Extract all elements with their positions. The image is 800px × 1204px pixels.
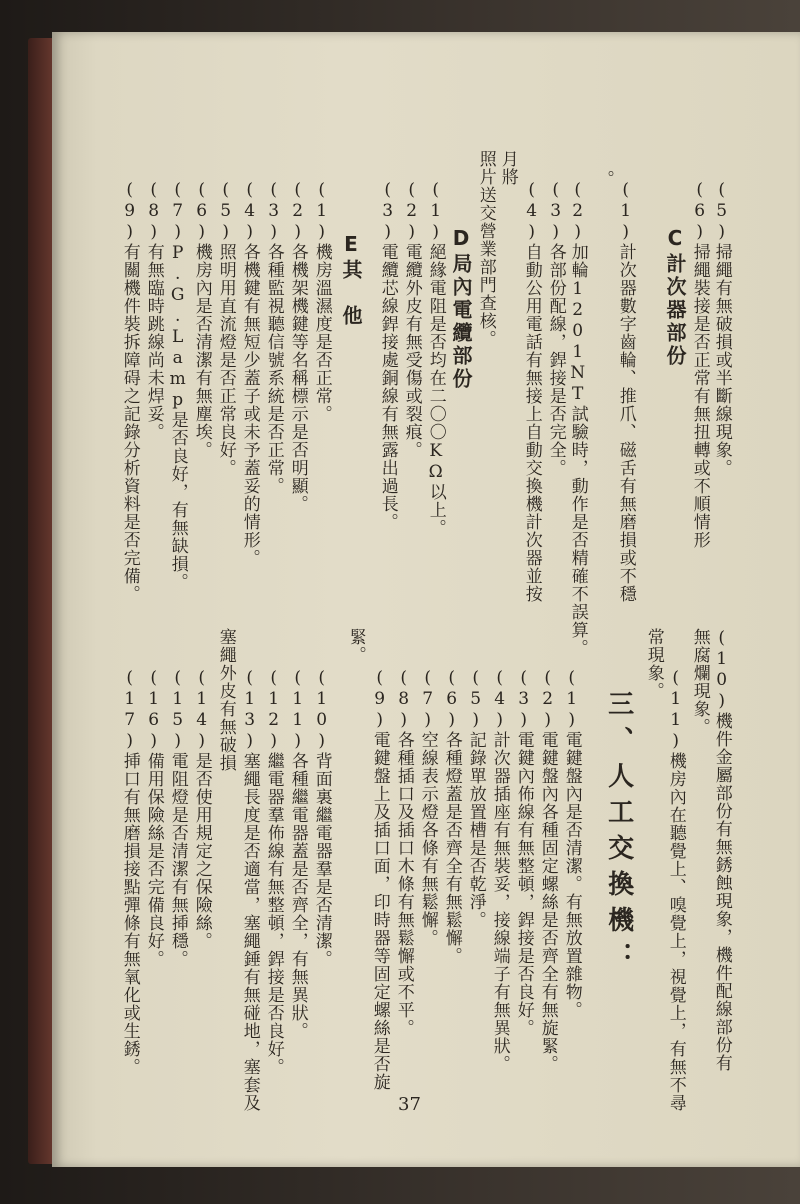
text-line: (5)掃繩有無破損或半斷線現象。 bbox=[711, 180, 732, 477]
text-line: (6)掃繩裝接是否正常有無扭轉或不順情形 bbox=[689, 180, 710, 549]
text-line: (14)是否使用規定之保險絲。 bbox=[191, 668, 212, 950]
text-line: 塞繩外皮有無破損 bbox=[215, 628, 236, 772]
text-line: (2)各機架機鍵等名稱標示是否明顯。 bbox=[287, 180, 308, 513]
text-line: (17)挿口有無磨損接點彈條有無氧化或生銹。 bbox=[119, 668, 140, 1076]
text-line: (3)各部份配線，銲接是否完全。 bbox=[545, 180, 566, 477]
text-line: (6)機房內是否清潔有無塵埃。 bbox=[191, 180, 212, 459]
text-line: (16)備用保險絲是否完備良好。 bbox=[143, 668, 164, 968]
text-line: (11)機房內在聽覺上、嗅覺上，視覺上，有無不尋 bbox=[665, 668, 686, 1112]
section-heading: C計次器部份 bbox=[663, 226, 687, 368]
text-line: (1)電鍵盤內是否清潔。有無放置雜物。 bbox=[561, 668, 582, 1019]
text-line: (11)各種繼電器蓋是否齊全，有無異狀。 bbox=[287, 668, 308, 1040]
text-line: (5)照明用直流燈是否正常良好。 bbox=[215, 180, 236, 477]
text-line: (7)空線表示燈各條有無鬆懈。 bbox=[417, 668, 438, 947]
text-line: 照片送交營業部門查核。 bbox=[475, 150, 496, 348]
text-line: (15)電阻燈是否清潔有無揷穩。 bbox=[167, 668, 188, 968]
text-line: (3)電鍵內佈線有無整頓，銲接是否良好。 bbox=[513, 668, 534, 1037]
text-line: (8)各種插口及插口木條有無鬆懈或不平。 bbox=[393, 668, 414, 1037]
text-line: (10)背面裏繼電器羣是否清潔。 bbox=[311, 668, 332, 968]
text-line: (9)電鍵盤上及插口面，印時器等固定螺絲是否旋 bbox=[369, 668, 390, 1091]
text-line: (1)計次器數字齒輪、推爪、磁舌有無磨損或不穩 bbox=[615, 180, 636, 603]
text-line: (5)記錄單放置槽是否乾淨。 bbox=[465, 668, 486, 929]
text-line: 月將 bbox=[497, 150, 518, 186]
page-number: 37 bbox=[398, 1094, 421, 1115]
text-line: (10)機件金屬部份有無銹蝕現象，機件配線部份有 bbox=[711, 628, 732, 1072]
text-line: (2)電纜外皮有無受傷或裂痕。 bbox=[401, 180, 422, 459]
text-line: (4)計次器插座有無裝妥，接線端子有無異狀。 bbox=[489, 668, 510, 1073]
text-line: 無腐爛現象。 bbox=[689, 628, 710, 736]
section-heading: E其 他 bbox=[339, 232, 363, 328]
text-line: (2)加輪1201NT試驗時，動作是否精確不誤算。 bbox=[567, 180, 588, 657]
text-line: (2)電鍵盤內各種固定螺絲是否齊全有無旋緊。 bbox=[537, 668, 558, 1073]
text-line: (6)各種燈蓋是否齊全有無鬆懈。 bbox=[441, 668, 462, 965]
text-line: 常現象。 bbox=[643, 628, 664, 700]
section-heading: 三、人工交換機： bbox=[603, 690, 634, 978]
text-line: 緊。 bbox=[345, 628, 366, 664]
text-line: (3)各種監視聽信號系統是否正常。 bbox=[263, 180, 284, 495]
text-line: (4)各機鍵有無短少蓋子或未予蓋妥的情形。 bbox=[239, 180, 260, 567]
text-line: (8)有無臨時跳線尚未焊妥。 bbox=[143, 180, 164, 441]
text-line: (13)塞繩長度是否適當，塞繩錘有無碰地，塞套及 bbox=[239, 668, 260, 1112]
text-line: (1)絕緣電阻是否均在二〇〇KΩ以上。 bbox=[425, 180, 446, 537]
text-line: (4)自動公用電話有無接上自動交換機計次器並按 bbox=[521, 180, 542, 603]
text-line: (7)P.G.Lamp是否良好，有無缺損。 bbox=[167, 180, 188, 591]
text-line: (12)繼電器羣佈線有無整頓，銲接是否良好。 bbox=[263, 668, 284, 1076]
text-line: (3)電纜芯線銲接處銅線有無露出過長。 bbox=[377, 180, 398, 531]
section-heading: D局內電纜部份 bbox=[449, 226, 473, 391]
text-line: (1)機房溫濕度是否正常。 bbox=[311, 180, 332, 423]
text-line: 。 bbox=[593, 170, 614, 188]
text-line: (9)有關機件裝拆障碍之記錄分析資料是否完備。 bbox=[119, 180, 140, 603]
